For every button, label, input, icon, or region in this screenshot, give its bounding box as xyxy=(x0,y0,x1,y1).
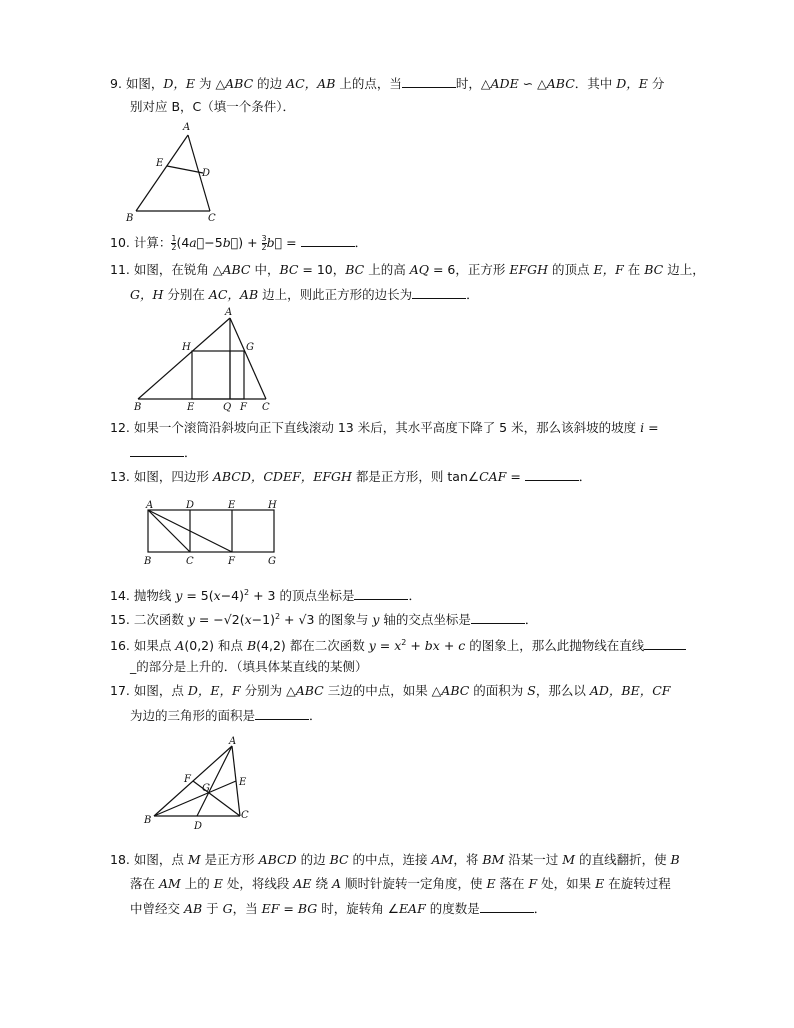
q9-answer-blank[interactable] xyxy=(402,75,456,88)
q17-line1: 17. 如图，点 D，E，F 分别为 △ABC 三边的中点，如果 △ABC 的面积为 S，那么以 AD，BE，CF xyxy=(110,683,671,698)
q9-line1: 9. 如图，D，E 为 △ABC 的边 AC，AB 上的点，当 时，△ADE ∽ △ABC．其中 D，E 分 xyxy=(110,76,665,91)
q11-label-b: B xyxy=(134,402,142,413)
q11-line1: 11. 如图，在锐角 △ABC 中，BC = 10，BC 上的高 AQ = 6，正方形 EFGH 的顶点 E，F 在 BC 边上， xyxy=(110,262,705,277)
q11-label-e: E xyxy=(187,402,195,413)
q16-line2: _的部分是上升的．（填具体某直线的某侧） xyxy=(130,659,368,674)
q13-label-g: G xyxy=(268,556,276,567)
q13-label-d: D xyxy=(186,500,195,511)
q17-label-c: C xyxy=(241,810,249,821)
q17-label-e: E xyxy=(239,777,247,788)
q9-triangle-figure xyxy=(118,118,228,228)
q13-label-f: F xyxy=(228,556,235,567)
q18-line1: 18. 如图，点 M 是正方形 ABCD 的边 BC 的中点，连接 AM，将 BM 沿某一过 M 的直线翻折，使 B xyxy=(110,852,680,867)
q17-line2: 为边的三角形的面积是 ． xyxy=(130,708,322,723)
q14-line: 14. 抛物线 $y = 5(x-4)^2 + 3$ 的顶点坐标是 ． xyxy=(110,588,421,604)
q11-label-f: F xyxy=(240,402,247,413)
q11-label-a: A xyxy=(225,307,233,318)
q12-line2: ． xyxy=(130,444,197,461)
q9-line2: 别对应 B，C（填一个条件）． xyxy=(130,99,296,114)
q11-triangle-square-figure xyxy=(130,306,280,416)
q9-label-e: E xyxy=(156,158,164,169)
q18-line3: 中曾经交 AB 于 G，当 EF = BG 时，旋转角 ∠EAF 的度数是 ． xyxy=(130,901,547,916)
q9-label-b: B xyxy=(126,213,134,224)
q14-answer-blank[interactable] xyxy=(354,587,408,600)
q17-answer-blank[interactable] xyxy=(255,707,309,720)
q9-label-a: A xyxy=(183,122,191,133)
q18-answer-blank[interactable] xyxy=(480,900,534,913)
q11-answer-blank[interactable] xyxy=(412,286,466,299)
q9-label-d: D xyxy=(202,168,211,179)
q13-three-squares-figure xyxy=(140,498,285,568)
q10-line: 10. 计算： $\frac{1}{2}$ (4a⃗−5b⃗) + $\frac{3}{2}$ b⃗ = ． xyxy=(110,234,368,252)
q13-answer-blank[interactable] xyxy=(525,468,579,481)
q11-label-g: G xyxy=(246,342,254,353)
q17-label-g: G xyxy=(202,783,210,794)
q17-label-b: B xyxy=(144,815,152,826)
q11-label-h: H xyxy=(182,342,191,353)
q11-line2: G，H 分别在 AC，AB 边上，则此正方形的边长为 ． xyxy=(130,287,479,302)
q13-label-a: A xyxy=(146,500,154,511)
q12-line1: 12. 如果一个滚筒沿斜坡向正下直线滚动 13 米后，其水平高度下降了 5 米，那么该斜坡的坡度 i = xyxy=(110,420,659,435)
q12-answer-blank[interactable] xyxy=(130,444,184,457)
q9-label-c: C xyxy=(208,213,216,224)
q13-line: 13. 如图，四边形 ABCD，CDEF，EFGH 都是正方形，则 tan∠CAF = ． xyxy=(110,469,592,484)
q11-label-c: C xyxy=(262,402,270,413)
q17-label-a: A xyxy=(229,736,237,747)
q16-line1: 16. 如果点 A(0,2) 和点 B(4,2) 都在二次函数 $y = x^2$ + bx + c 的图象上，那么此抛物线在直线 xyxy=(110,635,686,654)
q13-label-b: B xyxy=(144,556,152,567)
q16-answer-blank[interactable] xyxy=(644,637,686,650)
q13-label-c: C xyxy=(186,556,194,567)
q18-line2: 落在 AM 上的 E 处，将线段 AE 绕 A 顺时针旋转一定角度，使 E 落在 F 处，如果 E 在旋转过程 xyxy=(130,876,671,891)
q15-line: 15. 二次函数 $y = -√2(x-1)^2 + √3$ 的图象与 y 轴的交点坐标是 ． xyxy=(110,612,538,628)
q13-label-h: H xyxy=(268,500,277,511)
q17-label-f: F xyxy=(184,774,191,785)
q11-label-q: Q xyxy=(223,402,232,413)
q17-median-triangle-figure xyxy=(140,736,260,836)
q13-label-e: E xyxy=(228,500,236,511)
q17-label-d: D xyxy=(194,821,203,832)
q10-answer-blank[interactable] xyxy=(301,234,355,247)
q15-answer-blank[interactable] xyxy=(471,611,525,624)
